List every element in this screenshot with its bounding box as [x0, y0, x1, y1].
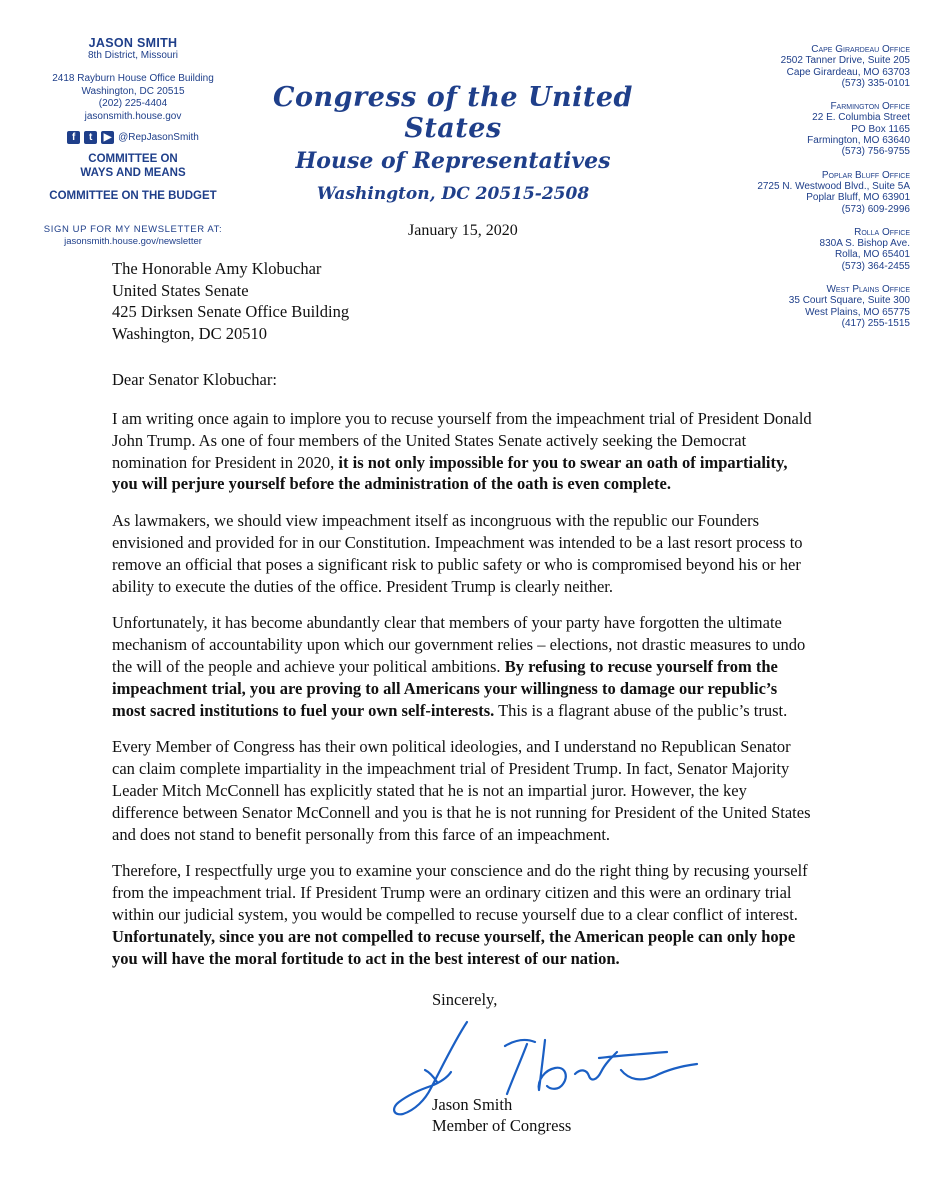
member-name: JASON SMITH — [88, 36, 178, 50]
paragraph-bold: Unfortunately, since you are not compelled to recuse yourself, the American people can only hope you will have the moral fortitude to act in the best interest of our nation. — [112, 926, 796, 968]
committee-ways-means-line1: COMMITTEE ON — [88, 153, 178, 165]
office-line: (573) 364-2455 — [841, 260, 910, 272]
office-block — [680, 170, 910, 215]
letterhead-center — [268, 82, 638, 204]
paragraph-bold: By refusing to recuse yourself from the impeachment trial, you are proving to all Americans your willingness to damage our republic’s most sacred institutions to fuel your own self-interests. — [112, 656, 778, 720]
office-name: West Plains Office — [826, 284, 910, 296]
office-line: Poplar Bluff, MO 63901 — [806, 192, 910, 204]
office-line: 2502 Tanner Drive, Suite 205 — [780, 55, 910, 67]
social-handle: @RepJasonSmith — [118, 132, 199, 143]
office-block — [680, 44, 910, 89]
office-line: West Plains, MO 65775 — [805, 306, 910, 318]
office-line: (573) 335-0101 — [841, 77, 910, 89]
dc-phone: (202) 225-4404 — [98, 98, 168, 109]
signer-block — [432, 1094, 571, 1136]
office-line: 2725 N. Westwood Blvd., Suite 5A — [757, 180, 910, 192]
paragraph — [112, 510, 812, 597]
office-line: 35 Court Square, Suite 300 — [788, 295, 910, 307]
paragraph-bold: it is not only impossible for you to swear an oath of impartiality, you will perjure yourself before the administration of the oath is even complete. — [112, 452, 788, 494]
office-block — [680, 284, 910, 329]
letterhead-left — [18, 36, 248, 248]
district-offices — [680, 44, 910, 341]
office-line: Cape Girardeau, MO 63703 — [786, 66, 910, 78]
closing: Sincerely, — [432, 990, 498, 1009]
office-block — [680, 227, 910, 272]
signer-name: Jason Smith — [432, 1095, 513, 1114]
office-name: Farmington Office — [830, 101, 910, 113]
paragraph — [112, 612, 812, 721]
paragraph-text: Therefore, I respectfully urge you to examine your conscience and do the right thing by recusing yourself from the impeachment trial. If President Trump were an ordinary citizen and this were an ordinary trial within our judicial system, you would be compelled to recuse yourself due to a clear conflict of interest. — [112, 861, 808, 924]
office-line: (417) 255-1515 — [841, 317, 910, 329]
paragraph-text: As lawmakers, we should view impeachment itself as incongruous with the republic our Founders envisioned and provided for in our Constitution. Impeachment was intended to be a last resort process to remove an official that poses a significant risk to public safety or who is compromised beyond his or her ability to execute the duties of the office. President Trump is clearly neither. — [112, 511, 803, 596]
dc-address-line2: Washington, DC 20515 — [81, 85, 185, 97]
house-title: House of Representatives — [295, 148, 611, 174]
office-name: Cape Girardeau Office — [811, 44, 910, 55]
paragraph — [112, 860, 812, 969]
office-line: 830A S. Bishop Ave. — [819, 238, 910, 250]
congress-title: Congress of the United States — [273, 82, 633, 144]
youtube-icon: ▶ — [101, 131, 114, 144]
twitter-icon: t — [84, 131, 97, 144]
office-name: Rolla Office — [854, 226, 910, 238]
office-line: PO Box 1165 — [851, 123, 910, 135]
dc-address-line1: 2418 Rayburn House Office Building — [52, 73, 214, 84]
office-line: Farmington, MO 63640 — [807, 135, 910, 147]
office-line: 22 E. Columbia Street — [812, 112, 910, 124]
letter-body — [112, 408, 812, 984]
committee-ways-means-line2: WAYS AND MEANS — [80, 167, 186, 179]
paragraph-text: I am writing once again to implore you to recuse yourself from the impeachment trial of President Donald John Trump. As one of four members of the United States Senate actively seeking the Democrat nomination for President in 2020, — [112, 409, 812, 472]
office-block — [680, 101, 910, 157]
newsletter-signup — [18, 224, 248, 248]
recipient-line: United States Senate — [112, 280, 249, 300]
recipient-address — [112, 258, 349, 344]
washington-address: Washington, DC 20515-2508 — [316, 184, 590, 204]
office-line: Rolla, MO 65401 — [834, 249, 910, 261]
signer-title: Member of Congress — [432, 1116, 572, 1135]
office-name: Poplar Bluff Office — [821, 169, 910, 181]
newsletter-label: SIGN UP FOR MY NEWSLETTER AT: — [43, 224, 223, 235]
committee-ways-means — [18, 152, 248, 180]
social-links — [18, 131, 248, 144]
paragraph-text: Unfortunately, it has become abundantly clear that members of your party have forgotten the ultimate mechanism of accountability upon which our government relies – elections, not drastic measures to undo the will of the people and achieve your political ambitions. — [112, 613, 806, 676]
recipient-line: Washington, DC 20510 — [112, 323, 267, 343]
office-line: (573) 609-2996 — [841, 203, 910, 215]
paragraph — [112, 736, 812, 845]
recipient-line: 425 Dirksen Senate Office Building — [112, 302, 350, 321]
letter-date: January 15, 2020 — [408, 222, 518, 239]
newsletter-url: jasonsmith.house.gov/newsletter — [64, 236, 202, 247]
paragraph-text: Every Member of Congress has their own political ideologies, and I understand no Republican Senator can claim complete impartiality in the impeachment trial of President Trump. In fact, Senator Majority Leader Mitch McConnell has explicitly stated that he is not an impartial juror. However, the key difference between Senator McConnell and you is that he is not running for President of the United States and does not stand to benefit personally from this farce of an impeachment. — [112, 737, 811, 844]
committee-budget: COMMITTEE ON THE BUDGET — [49, 190, 217, 202]
recipient-name: The Honorable Amy Klobuchar — [112, 259, 322, 278]
website: jasonsmith.house.gov — [84, 110, 182, 122]
paragraph — [112, 408, 812, 495]
facebook-icon: f — [67, 131, 80, 144]
member-district: 8th District, Missouri — [87, 50, 178, 61]
salutation: Dear Senator Klobuchar: — [112, 370, 277, 389]
paragraph-text: This is a flagrant abuse of the public’s trust. — [494, 700, 788, 720]
office-line: (573) 756-9755 — [841, 146, 910, 158]
